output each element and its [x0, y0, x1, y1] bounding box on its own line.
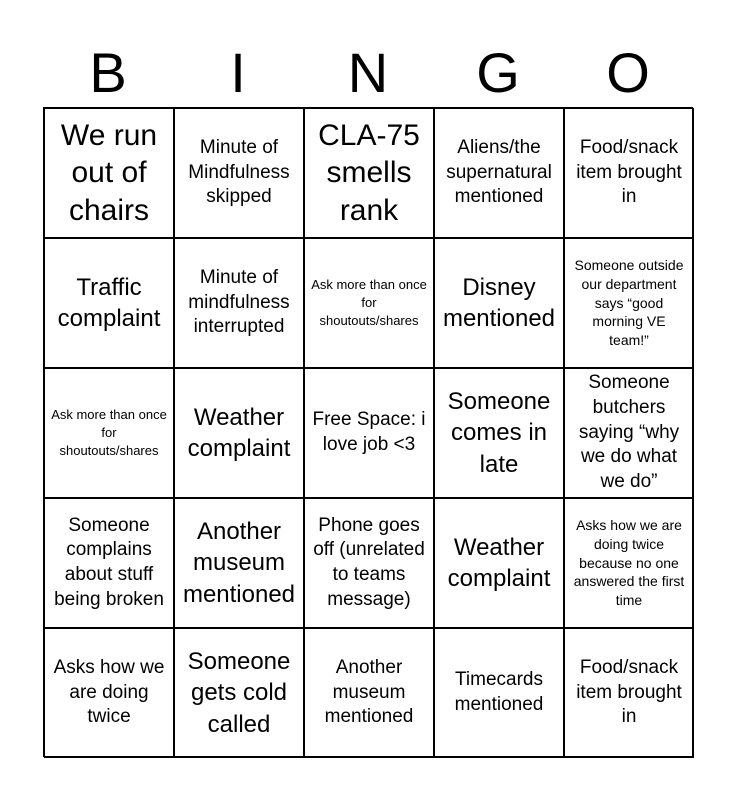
- bingo-cell-r2c1[interactable]: Traffic complaint: [44, 238, 174, 368]
- bingo-cell-r2c3[interactable]: Ask more than once for shoutouts/shares: [304, 238, 434, 368]
- bingo-cell-r3c3-free-space[interactable]: Free Space: i love job <3: [304, 368, 434, 498]
- bingo-cell-r4c1[interactable]: Someone complains about stuff being broken: [44, 498, 174, 628]
- bingo-cell-r2c2[interactable]: Minute of mindfulness interrupted: [174, 238, 304, 368]
- bingo-cell-r5c1[interactable]: Asks how we are doing twice: [44, 628, 174, 758]
- bingo-cell-r3c5[interactable]: Someone butchers saying “why we do what we do”: [564, 368, 694, 498]
- bingo-cell-r3c4[interactable]: Someone comes in late: [434, 368, 564, 498]
- bingo-header: [43, 38, 693, 108]
- bingo-cell-r1c3[interactable]: CLA-75 smells rank: [304, 108, 434, 238]
- bingo-cell-r1c1[interactable]: We run out of chairs: [44, 108, 174, 238]
- bingo-cell-r4c3[interactable]: Phone goes off (unrelated to teams message): [304, 498, 434, 628]
- bingo-cell-r5c2[interactable]: Someone gets cold called: [174, 628, 304, 758]
- bingo-cell-r3c1[interactable]: Ask more than once for shoutouts/shares: [44, 368, 174, 498]
- bingo-cell-r1c2[interactable]: Minute of Mindfulness skipped: [174, 108, 304, 238]
- bingo-cell-r4c4[interactable]: Weather complaint: [434, 498, 564, 628]
- bingo-cell-r1c5[interactable]: Food/snack item brought in: [564, 108, 694, 238]
- bingo-cell-r1c4[interactable]: Aliens/the supernatural mentioned: [434, 108, 564, 238]
- bingo-cell-r2c4[interactable]: Disney mentioned: [434, 238, 564, 368]
- bingo-cell-r5c4[interactable]: Timecards mentioned: [434, 628, 564, 758]
- header-letter-o: O: [606, 41, 650, 104]
- bingo-cell-r5c5[interactable]: Food/snack item brought in: [564, 628, 694, 758]
- bingo-cell-r2c5[interactable]: Someone outside our department says “good morning VE team!”: [564, 238, 694, 368]
- header-letter-g: G: [476, 41, 520, 104]
- header-letter-b: B: [89, 41, 127, 104]
- bingo-card: [43, 107, 693, 757]
- header-letter-i: I: [230, 41, 246, 104]
- bingo-cell-r5c3[interactable]: Another museum mentioned: [304, 628, 434, 758]
- bingo-cell-r4c2[interactable]: Another museum mentioned: [174, 498, 304, 628]
- bingo-cell-r4c5[interactable]: Asks how we are doing twice because no one answered the first time: [564, 498, 694, 628]
- bingo-cell-r3c2[interactable]: Weather complaint: [174, 368, 304, 498]
- header-letter-n: N: [347, 41, 389, 104]
